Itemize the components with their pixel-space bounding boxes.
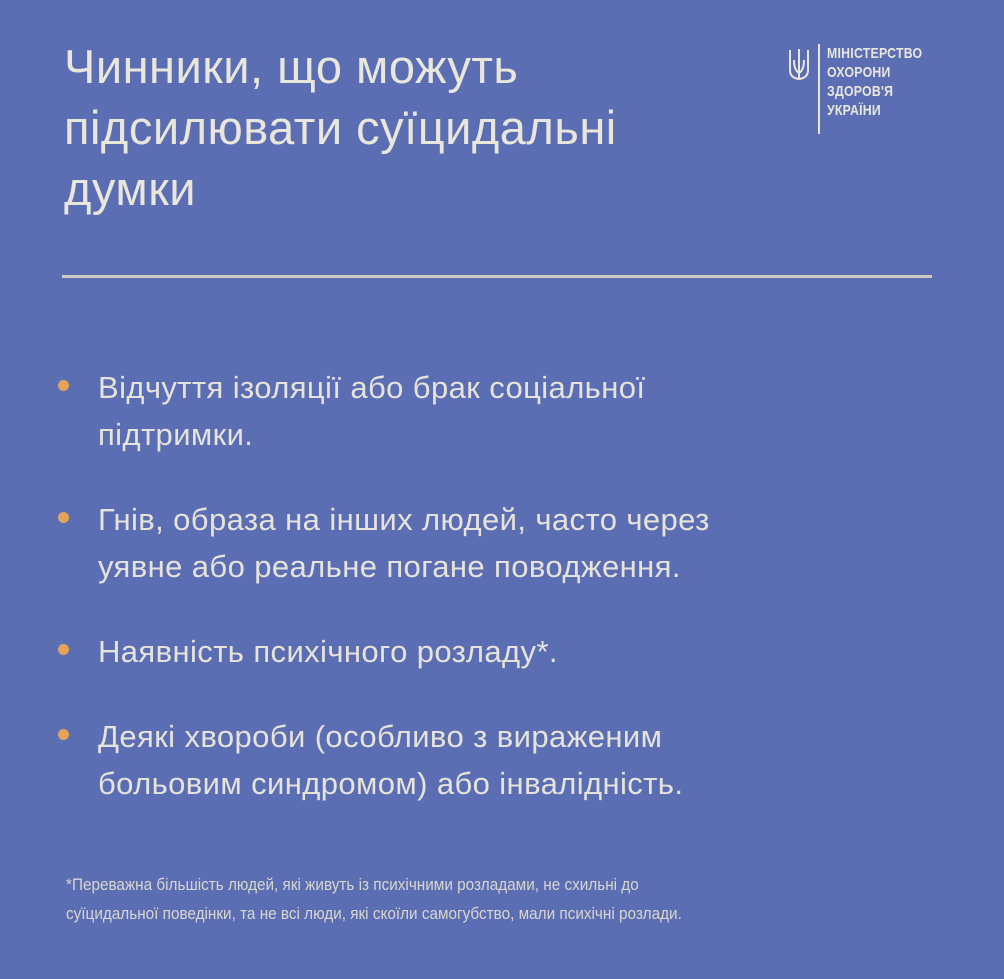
- factor-item: [58, 496, 938, 590]
- bullet-dot-icon: [58, 729, 69, 740]
- factor-line: Наявність психічного розладу*.: [98, 634, 558, 669]
- ministry-logo: [788, 44, 943, 134]
- factor-line: Відчуття ізоляції або брак соціальної: [98, 370, 646, 405]
- ministry-name-line: УКРАЇНИ: [827, 102, 882, 119]
- title-line: думки: [64, 162, 197, 215]
- factor-line: Гнів, образа на інших людей, часто через: [98, 502, 710, 537]
- title-line: Чинники, що можуть: [64, 40, 519, 93]
- bullet-dot-icon: [58, 512, 69, 523]
- factor-line: больовим синдромом) або інвалідність.: [98, 766, 684, 801]
- footnote: [66, 870, 876, 928]
- ministry-name-line: ОХОРОНИ: [827, 64, 891, 81]
- title-line: підсилювати суїцидальні: [64, 101, 617, 154]
- ministry-name-line: МІНІСТЕРСТВО: [827, 45, 923, 62]
- logo-divider: [818, 44, 820, 134]
- factor-line: підтримки.: [98, 417, 254, 452]
- bullet-dot-icon: [58, 380, 69, 391]
- footnote-line: *Переважна більшість людей, які живуть із психічними розладами, не схильні до: [66, 875, 639, 894]
- title-divider: [62, 275, 932, 278]
- factor-line: уявне або реальне погане поводження.: [98, 549, 681, 584]
- factor-text: [98, 364, 938, 458]
- ministry-name: [827, 44, 922, 120]
- factor-item: [58, 364, 938, 458]
- footnote-line: суїцидальної поведінки, та не всі люди, які скоїли самогубство, мали психічні розлади.: [66, 904, 682, 923]
- factor-line: Деякі хвороби (особливо з вираженим: [98, 719, 663, 754]
- factor-item: [58, 713, 938, 807]
- page-title: [64, 36, 744, 219]
- factor-text: [98, 713, 938, 807]
- factor-text: [98, 496, 938, 590]
- trident-icon: [788, 48, 810, 82]
- factor-item: [58, 628, 938, 675]
- ministry-name-line: ЗДОРОВ'Я: [827, 83, 894, 100]
- bullet-dot-icon: [58, 644, 69, 655]
- factors-list: [58, 364, 938, 845]
- factor-text: [98, 628, 938, 675]
